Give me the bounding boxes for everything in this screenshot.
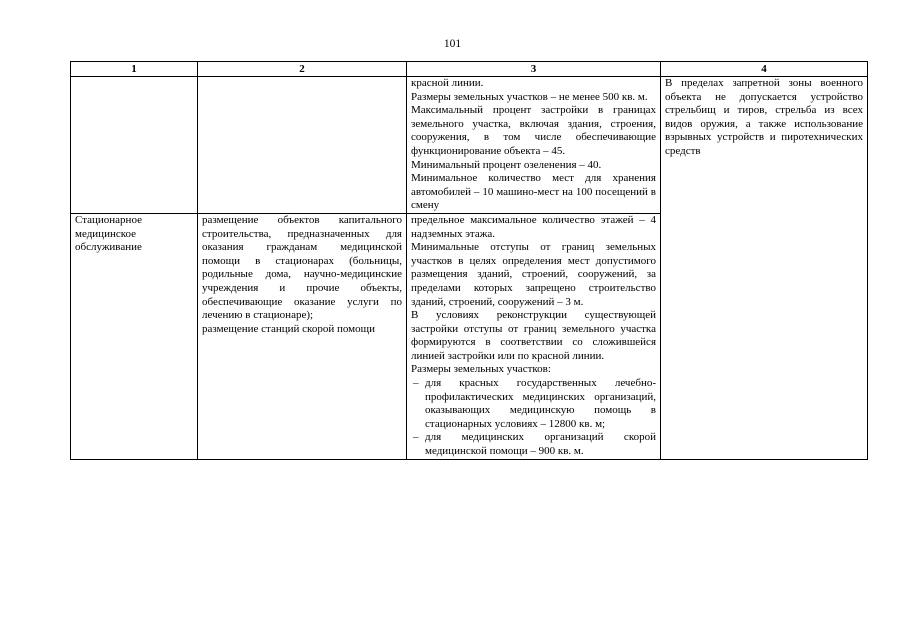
table-header-row [71,62,868,77]
paragraph: Размеры земельных участков: [411,363,551,376]
row-col4-restrictions [661,77,868,460]
header-col-4: 4 [661,62,868,77]
paragraph: Размеры земельных участков – не менее 500 кв. м. [411,90,648,103]
paragraph: красной линии. [411,77,484,89]
row2-col3 [407,213,661,459]
list [411,377,656,459]
list-item: – для красных государственных лечебно-профилактических медицинских организаций, оказывающих медицинскую помощь в стационарных условиях – 12800 кв. м; [411,377,656,431]
row1-col1 [71,77,198,214]
paragraph: размещение станций скорой помощи [202,322,375,335]
paragraph: Минимальные отступы от границ земельных участков в целях определения мест допустимого размещения зданий, строений, сооружений, за пределами которых запрещено строительство зданий, строений, сооружений – 3 м. [411,241,656,308]
paragraph: Минимальное количество мест для хранения автомобилей – 10 машино-мест на 100 посещений в смену [411,172,656,212]
paragraph: В пределах запретной зоны военного объекта не допускается устройство стрельбищ и тиров, стрельба из всех видов оружия, а также использование взрывных устройств и пиротехнических средств [665,77,863,157]
table-row [71,77,868,214]
header-col-2: 2 [198,62,407,77]
header-col-1: 1 [71,62,198,77]
paragraph: В условиях реконструкции существующей застройки отступы от границ земельного участка формируются в соответствии со сложившейся линией застройки или по красной линии. [411,309,656,362]
use-type-name: Стационарное медицинское обслуживание [75,213,142,254]
paragraph: Максимальный процент застройки в границах земельного участка, включая здания, строения, сооружения, в том числе обеспечивающие функционирование объекта – 45. [411,104,656,157]
page-number: 101 [443,38,462,50]
header-col-3: 3 [407,62,661,77]
paragraph: Минимальный процент озеленения – 40. [411,158,602,171]
paragraph: размещение объектов капитального строительства, предназначенных для оказания гражданам медицинской помощи в стационарах (больницы, родильные дома, научно-медицинские учреждения и прочие объекты, обеспечивающие оказание услуги по лечению в стационаре); [202,213,402,322]
list-item: – для медицинских организаций скорой медицинской помощи – 900 кв. м. [411,431,656,458]
regulations-table [70,61,868,460]
row1-col2 [198,77,407,214]
row1-col3 [407,77,661,214]
row2-col2 [198,213,407,459]
row2-col1 [71,213,198,459]
paragraph: предельное максимальное количество этажей – 4 надземных этажа. [411,213,656,240]
